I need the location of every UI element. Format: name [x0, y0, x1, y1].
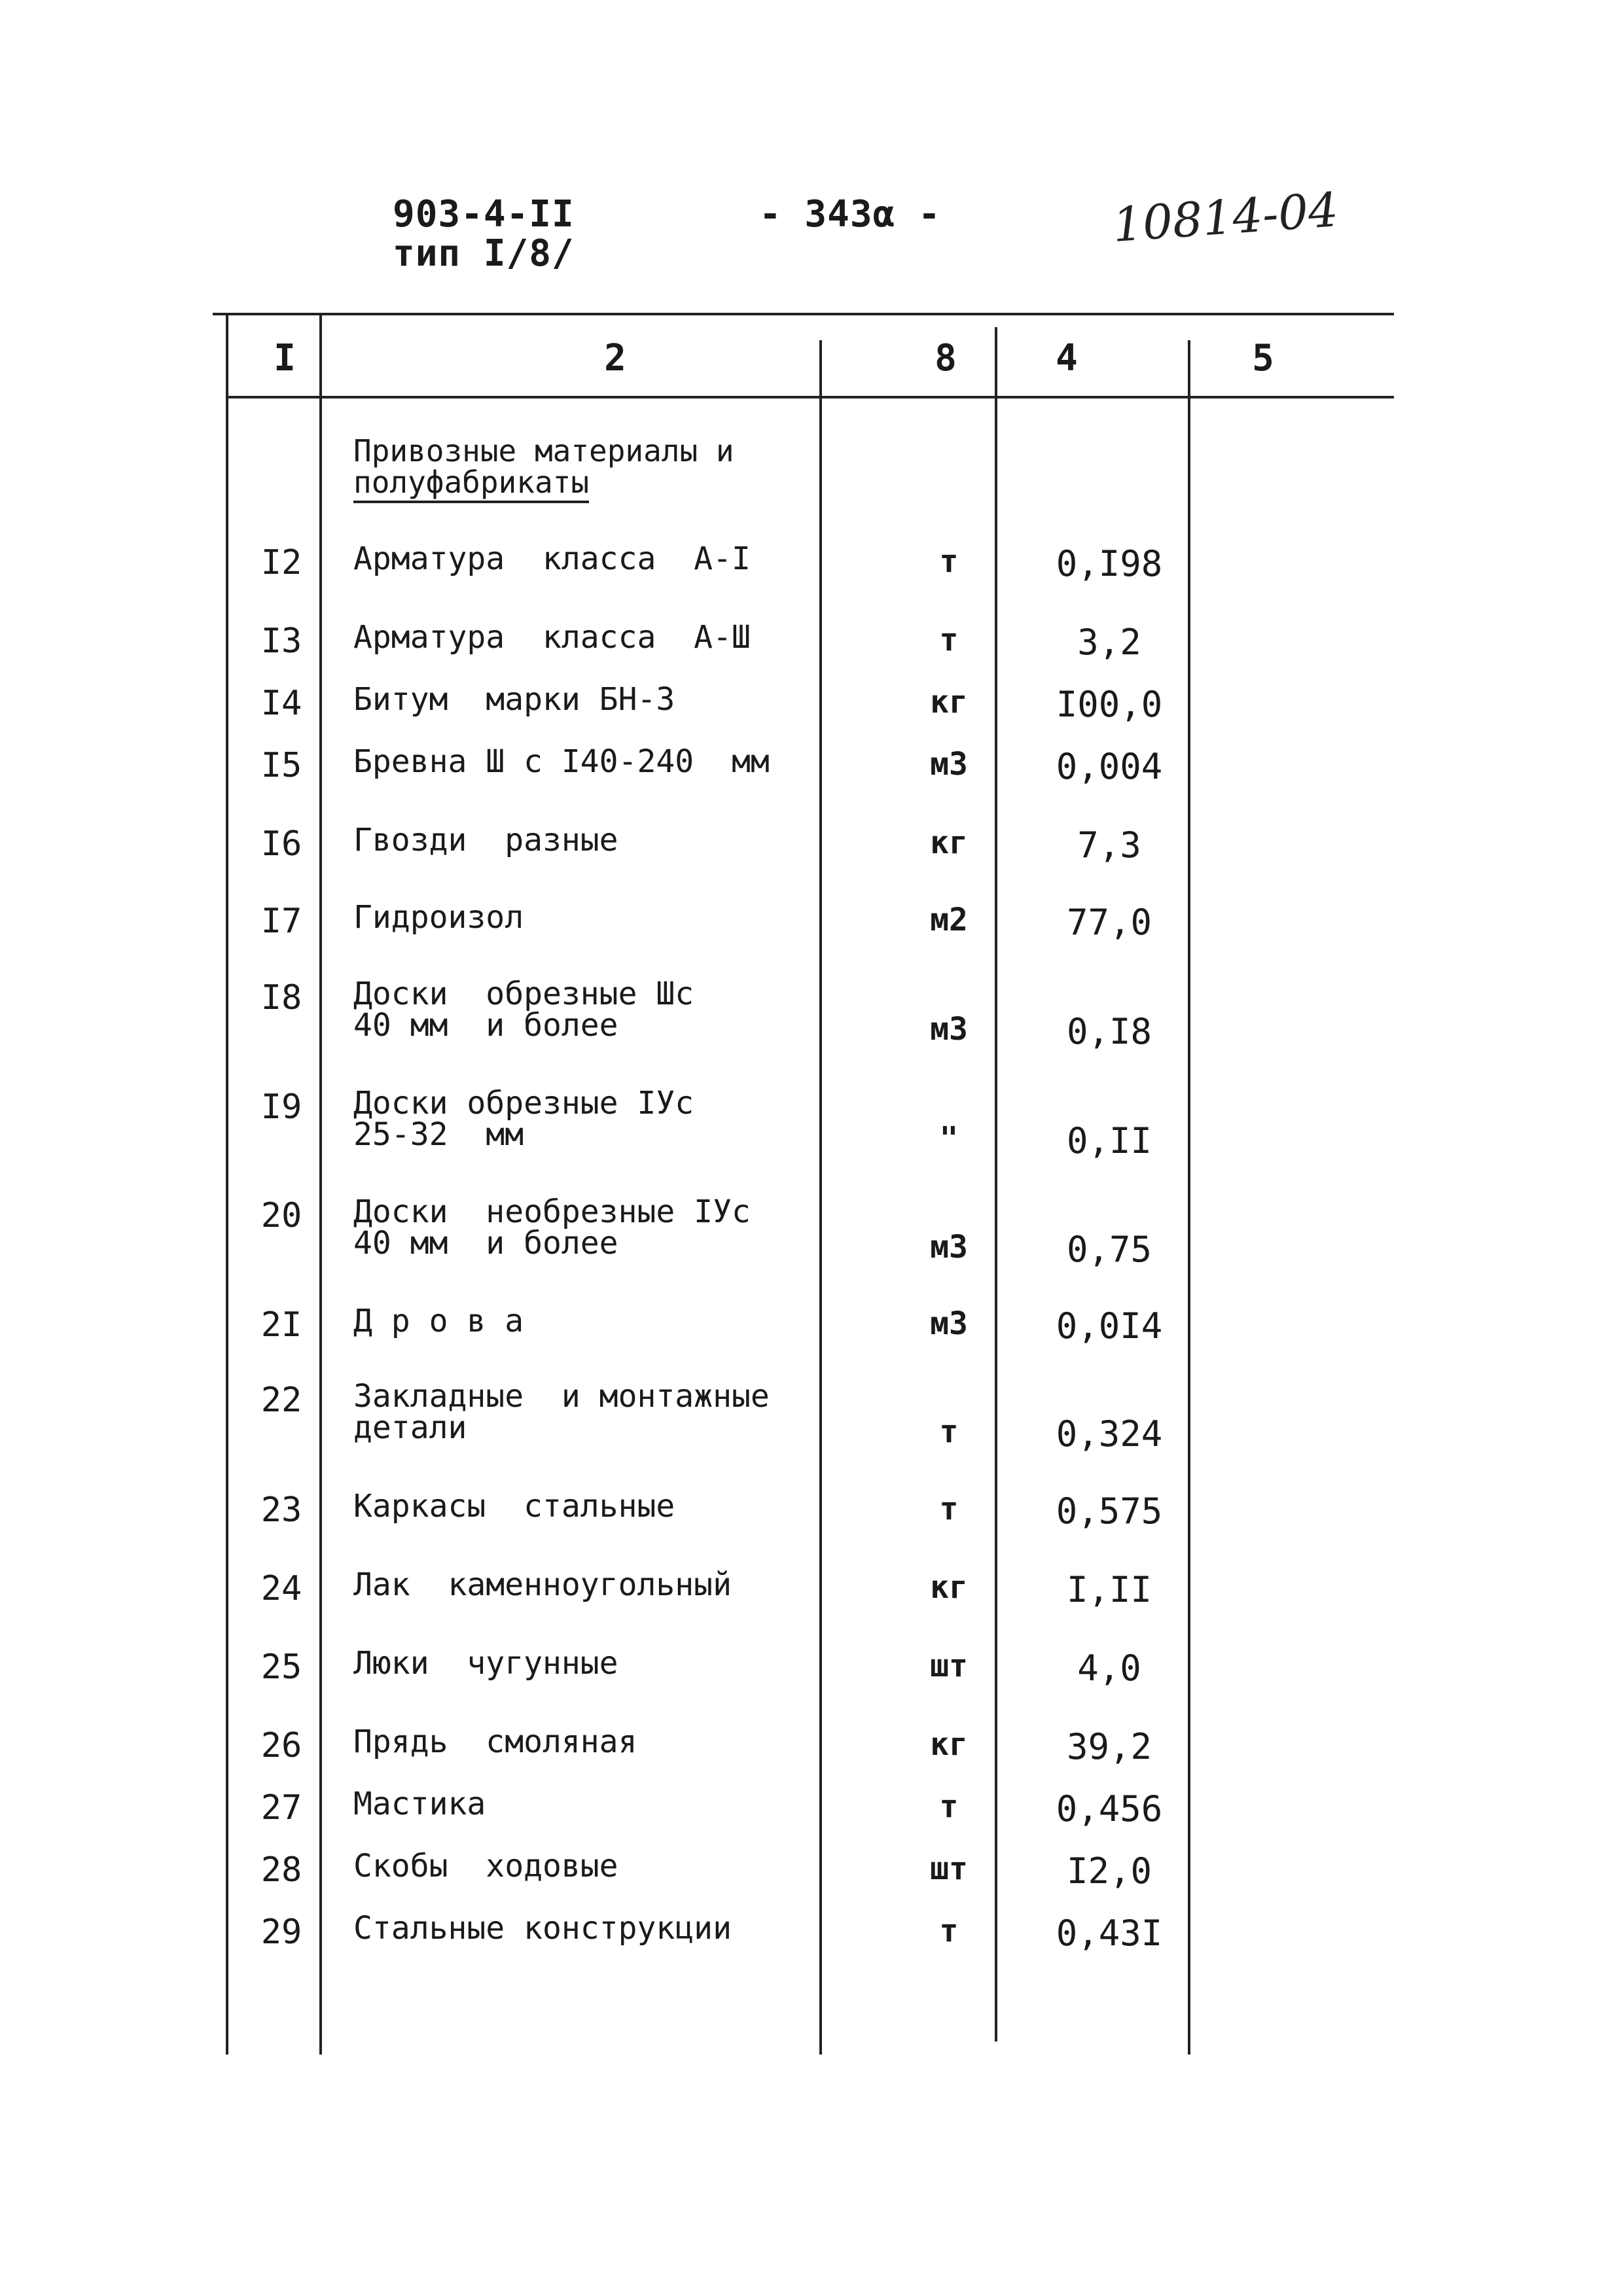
table-row: [0, 743, 1623, 811]
material-name: Прядь смоляная: [353, 1723, 637, 1760]
quantity: 0,II: [1066, 1120, 1152, 1161]
row-number: 27: [260, 1788, 302, 1828]
column-header-3: 8: [935, 337, 957, 380]
archive-number-handwritten: 10814-04: [1111, 182, 1340, 253]
unit: кг: [930, 1726, 968, 1763]
row-number: I7: [260, 902, 302, 941]
table-row: [0, 619, 1623, 687]
section-title: [353, 435, 812, 503]
unit: т: [939, 622, 959, 658]
row-number: 2I: [260, 1305, 302, 1345]
material-name: Доски обрезные IУс: [353, 1085, 694, 1122]
row-number: 22: [260, 1381, 302, 1420]
quantity: 0,575: [1056, 1491, 1163, 1532]
table-top-rule: [213, 313, 1394, 315]
material-name-line2: 40 мм и более: [353, 1007, 618, 1044]
section-title-line2: полуфабрикаты: [353, 467, 589, 503]
quantity: 0,I98: [1056, 543, 1163, 584]
row-number: 28: [260, 1850, 302, 1890]
unit: м3: [930, 1305, 968, 1342]
table-row: [0, 1645, 1623, 1713]
row-number: I2: [260, 543, 302, 582]
table-row: [0, 1378, 1623, 1455]
column-header-2: 2: [604, 337, 626, 380]
quantity: 7,3: [1077, 824, 1141, 866]
table-row: [0, 681, 1623, 749]
material-name: Стальные конструкции: [353, 1910, 732, 1947]
material-name-line2: 25-32 мм: [353, 1116, 524, 1153]
doc-code: 903-4-II: [393, 193, 575, 236]
material-name: Гидроизол: [353, 899, 524, 936]
unit: м3: [930, 1011, 968, 1048]
row-number: 29: [260, 1913, 302, 1952]
unit: ": [939, 1120, 959, 1157]
table-row: [0, 824, 1623, 890]
material-name: Доски необрезные IУс: [353, 1193, 751, 1230]
quantity: 0,456: [1056, 1788, 1163, 1829]
column-header-4: 4: [1056, 337, 1078, 380]
quantity: 0,43I: [1056, 1913, 1163, 1954]
unit: кг: [930, 824, 968, 861]
row-number: I3: [260, 622, 302, 661]
material-name-line2: 40 мм и более: [353, 1225, 618, 1262]
doc-type: тип I/8/: [393, 232, 575, 275]
table-row: [0, 1910, 1623, 1978]
quantity: I00,0: [1056, 684, 1163, 725]
table-row: [0, 1566, 1623, 1634]
quantity: 0,004: [1056, 746, 1163, 787]
material-name-line2: детали: [353, 1409, 467, 1446]
quantity: 0,I8: [1066, 1011, 1152, 1052]
quantity: I2,0: [1066, 1850, 1152, 1892]
unit: т: [939, 1788, 959, 1825]
page-number: - 343α -: [759, 193, 941, 236]
unit: шт: [930, 1850, 968, 1887]
unit: т: [939, 1413, 959, 1450]
material-name: Д р о в а: [353, 1303, 524, 1339]
table-header-rule: [226, 396, 1394, 398]
material-name: Каркасы стальные: [353, 1488, 675, 1525]
quantity: 4,0: [1077, 1648, 1141, 1689]
quantity: 3,2: [1077, 622, 1141, 663]
table-row: [0, 1305, 1623, 1371]
row-number: 25: [260, 1648, 302, 1687]
quantity: 0,324: [1056, 1413, 1163, 1455]
material-name: Арматура класса А-Ш: [353, 619, 751, 656]
material-name: Битум марки БН-3: [353, 681, 675, 718]
unit: кг: [930, 684, 968, 720]
material-name: Арматура класса А-I: [353, 540, 751, 577]
unit: т: [939, 1913, 959, 1949]
unit: кг: [930, 1569, 968, 1606]
table-row: [0, 1193, 1623, 1270]
table-row: [0, 976, 1623, 1052]
unit: м3: [930, 1229, 968, 1265]
column-header-1: I: [274, 337, 296, 380]
section-title-line1: Привозные материалы и: [353, 433, 734, 468]
table-row: [0, 1723, 1623, 1792]
quantity: 39,2: [1066, 1726, 1152, 1767]
table-row: [0, 1488, 1623, 1556]
quantity: 0,0I4: [1056, 1305, 1163, 1347]
table-row: [0, 1085, 1623, 1161]
table-row: [0, 540, 1623, 609]
row-number: I6: [260, 824, 302, 864]
unit: т: [939, 1491, 959, 1527]
row-number: 23: [260, 1491, 302, 1530]
table-row: [0, 899, 1623, 967]
material-name: Скобы ходовые: [353, 1848, 618, 1884]
unit: м3: [930, 746, 968, 783]
material-name: Люки чугунные: [353, 1645, 618, 1682]
row-number: I4: [260, 684, 302, 723]
material-name: Бревна Ш с I40-240 мм: [353, 743, 770, 780]
material-name: Гвозди разные: [353, 822, 618, 858]
row-number: 20: [260, 1196, 302, 1235]
row-number: I9: [260, 1087, 302, 1127]
material-name: Мастика: [353, 1786, 486, 1822]
table-row: [0, 1850, 1623, 1916]
unit: шт: [930, 1648, 968, 1684]
material-name: Закладные и монтажные: [353, 1378, 770, 1415]
row-number: 24: [260, 1569, 302, 1608]
unit: м2: [930, 902, 968, 938]
material-name: Лак каменноугольный: [353, 1566, 732, 1603]
row-number: I8: [260, 978, 302, 1017]
quantity: 0,75: [1066, 1229, 1152, 1270]
table-row: [0, 1788, 1623, 1854]
row-number: I5: [260, 746, 302, 785]
column-header-5: 5: [1252, 337, 1274, 380]
material-name: Доски обрезные Шс: [353, 976, 694, 1012]
quantity: 77,0: [1066, 902, 1152, 943]
row-number: 26: [260, 1726, 302, 1765]
quantity: I,II: [1066, 1569, 1152, 1610]
unit: т: [939, 543, 959, 580]
